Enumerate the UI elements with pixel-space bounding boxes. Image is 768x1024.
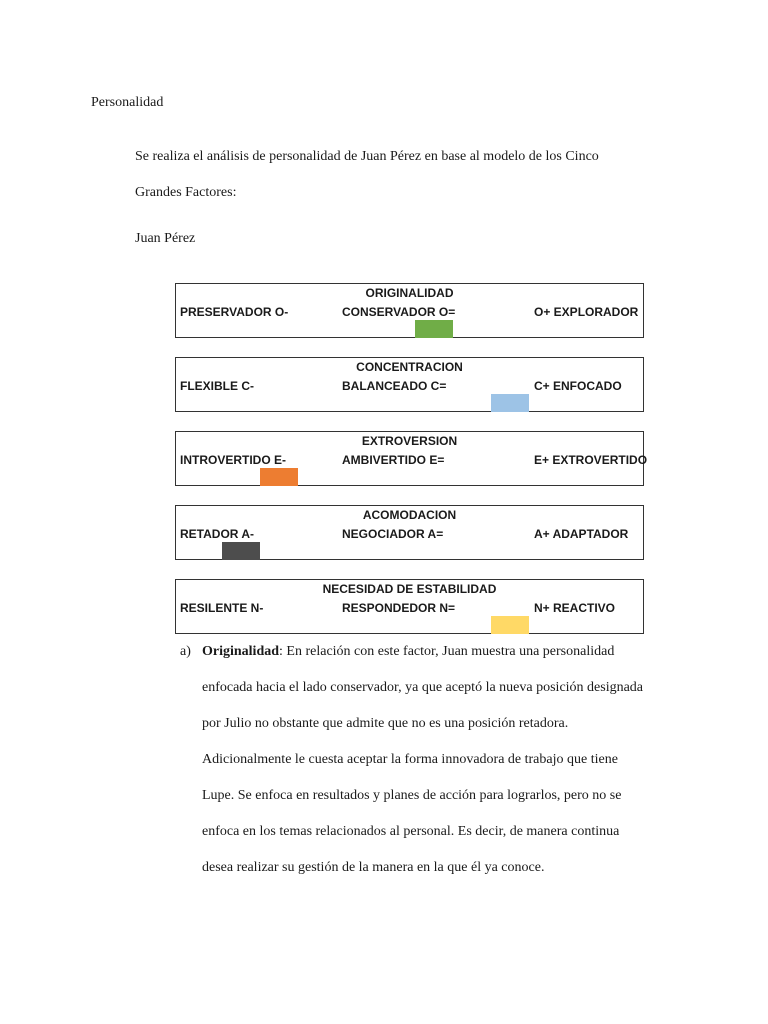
- paragraph-line: Adicionalmente le cuesta aceptar la forma innovadora de trabajo que tiene: [202, 752, 618, 767]
- factor-title: CONCENTRACION: [356, 360, 463, 374]
- factor-low-label: RETADOR A-: [180, 527, 254, 541]
- factor-high-label: O+ EXPLORADOR: [534, 305, 639, 319]
- factor-title: ORIGINALIDAD: [365, 286, 454, 300]
- factor-mid-label: AMBIVERTIDO E=: [342, 453, 445, 467]
- factor-mid-label: BALANCEADO C=: [342, 379, 447, 393]
- factor-box-acomodacion: [175, 505, 644, 560]
- factor-high-label: C+ ENFOCADO: [534, 379, 622, 393]
- factor-high-label: E+ EXTROVERTIDO: [534, 453, 648, 467]
- paragraph-line: Lupe. Se enfoca en resultados y planes de acción para lograrlos, pero no se: [202, 788, 622, 803]
- factor-high-label: A+ ADAPTADOR: [534, 527, 629, 541]
- factor-low-label: PRESERVADOR O-: [180, 305, 289, 319]
- paragraph-line: [202, 634, 700, 670]
- factor-box-originalidad: [175, 283, 644, 338]
- factor-level-marker: [415, 320, 453, 338]
- factor-title: ACOMODACION: [362, 508, 457, 522]
- analysis-paragraph: [180, 634, 700, 886]
- factor-low-label: FLEXIBLE C-: [180, 379, 254, 393]
- factor-box-concentracion: [175, 357, 644, 412]
- factor-low-label: RESILENTE N-: [180, 601, 264, 615]
- person-name: Juan Pérez: [135, 231, 196, 246]
- factor-title: EXTROVERSION: [361, 434, 458, 448]
- list-marker: a): [180, 644, 191, 659]
- paragraph-line: por Julio no obstante que admite que no es una posición retadora.: [202, 716, 569, 731]
- paragraph-lead: Originalidad: [202, 644, 280, 659]
- factor-mid-label: RESPONDEDOR N=: [342, 601, 456, 615]
- paragraph-line: desea realizar su gestión de la manera en la que él ya conoce.: [202, 860, 545, 875]
- page-heading: Personalidad: [91, 95, 164, 110]
- factor-box-necesidad-de-estabilidad: [175, 579, 644, 634]
- intro-text-line: Se realiza el análisis de personalidad de Juan Pérez en base al modelo de los Cinco: [135, 149, 599, 164]
- intro-text-line: Grandes Factores:: [135, 185, 237, 200]
- factor-box-extroversion: [175, 431, 648, 486]
- factor-title: NECESIDAD DE ESTABILIDAD: [322, 582, 497, 596]
- factor-level-marker: [222, 542, 260, 560]
- factor-level-marker: [491, 394, 529, 412]
- paragraph-line: enfoca en los temas relacionados al personal. Es decir, de manera continua: [202, 824, 620, 839]
- paragraph-line: enfocada hacia el lado conservador, ya que aceptó la nueva posición designada: [202, 680, 644, 695]
- factor-mid-label: NEGOCIADOR A=: [342, 527, 444, 541]
- paragraph-line-text: : En relación con este factor, Juan muestra una personalidad: [279, 644, 615, 659]
- factor-level-marker: [260, 468, 298, 486]
- factor-low-label: INTROVERTIDO E-: [180, 453, 287, 467]
- factor-mid-label: CONSERVADOR O=: [342, 305, 456, 319]
- factor-high-label: N+ REACTIVO: [534, 601, 616, 615]
- factor-level-marker: [491, 616, 529, 634]
